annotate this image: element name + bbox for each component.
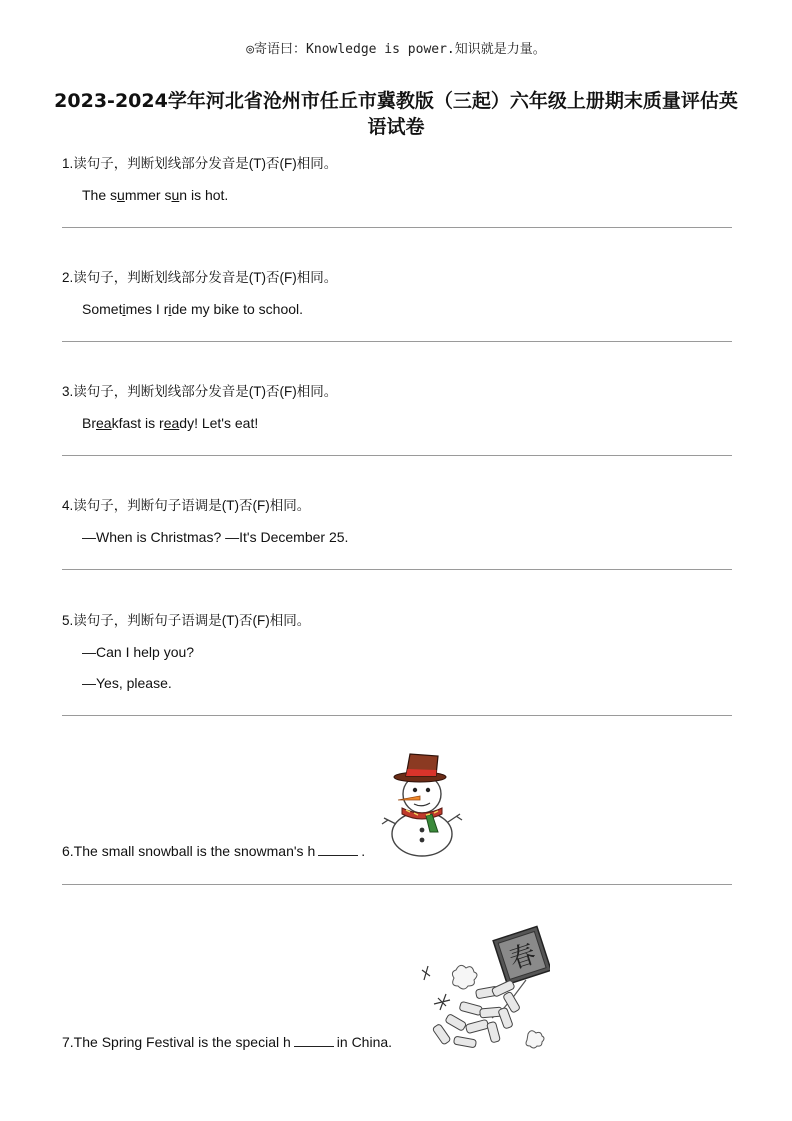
firecrackers-icon — [416, 918, 550, 1057]
fu-character: 春 — [505, 939, 540, 976]
text-part: Somet — [82, 301, 123, 317]
text-part: n is hot. — [179, 187, 229, 203]
underlined-part: u — [117, 187, 125, 203]
question-4 — [62, 496, 734, 548]
question-sentence — [82, 184, 734, 206]
question-stem: 4.读句子，判断句子语调是(T)否(F)相同。 — [62, 498, 311, 513]
underlined-part: u — [171, 187, 180, 203]
underlined-part: ea — [96, 415, 112, 431]
text-part: The s — [82, 187, 118, 203]
question-stem: 5.读句子，判断句子语调是(T)否(F)相同。 — [62, 613, 311, 628]
question-3 — [62, 382, 734, 434]
title-line-1: 2023-2024学年河北省沧州市任丘市冀教版（三起）六年级上册期末质量评估英 — [54, 90, 738, 112]
question-1 — [62, 154, 734, 206]
title-line-2: 语试卷 — [367, 116, 425, 138]
underlined-part: ea — [163, 415, 180, 431]
question-7 — [62, 1034, 392, 1050]
underlined-part: i — [122, 301, 126, 317]
answer-blank[interactable] — [318, 843, 358, 856]
question-text: 7.The Spring Festival is the special h — [62, 1034, 291, 1050]
page-title — [40, 88, 752, 140]
divider — [62, 884, 732, 885]
dialogue-line: —Can I help you? — [82, 644, 195, 660]
question-stem: 3.读句子，判断划线部分发音是(T)否(F)相同。 — [62, 384, 338, 399]
text-part: mes I r — [125, 301, 169, 317]
question-5 — [62, 611, 734, 694]
text-part: de my bike to school. — [171, 301, 304, 317]
motto: ◎寄语曰：Knowledge is power.知识就是力量。 — [246, 42, 546, 57]
answer-blank[interactable] — [294, 1034, 334, 1047]
divider — [62, 455, 732, 456]
text-part: Br — [82, 415, 96, 431]
divider — [62, 227, 732, 228]
question-2 — [62, 268, 734, 320]
question-sentence: —When is Christmas? —It's December 25. — [82, 529, 349, 545]
text-part: dy! Let's eat! — [179, 415, 259, 431]
question-6 — [62, 843, 365, 859]
question-sentence — [82, 298, 734, 320]
snowman-icon — [380, 750, 466, 863]
question-text-end: . — [361, 843, 366, 859]
divider — [62, 715, 732, 716]
underlined-part: i — [168, 301, 172, 317]
divider — [62, 341, 732, 342]
question-sentence — [82, 412, 734, 434]
question-stem: 1.读句子，判断划线部分发音是(T)否(F)相同。 — [62, 156, 338, 171]
question-text-end: in China. — [336, 1034, 393, 1050]
dialogue-line: —Yes, please. — [82, 675, 172, 691]
question-text: 6.The small snowball is the snowman's h — [62, 843, 316, 859]
text-part: mmer s — [124, 187, 172, 203]
question-stem: 2.读句子，判断划线部分发音是(T)否(F)相同。 — [62, 270, 338, 285]
divider — [62, 569, 732, 570]
text-part: kfast is r — [111, 415, 164, 431]
